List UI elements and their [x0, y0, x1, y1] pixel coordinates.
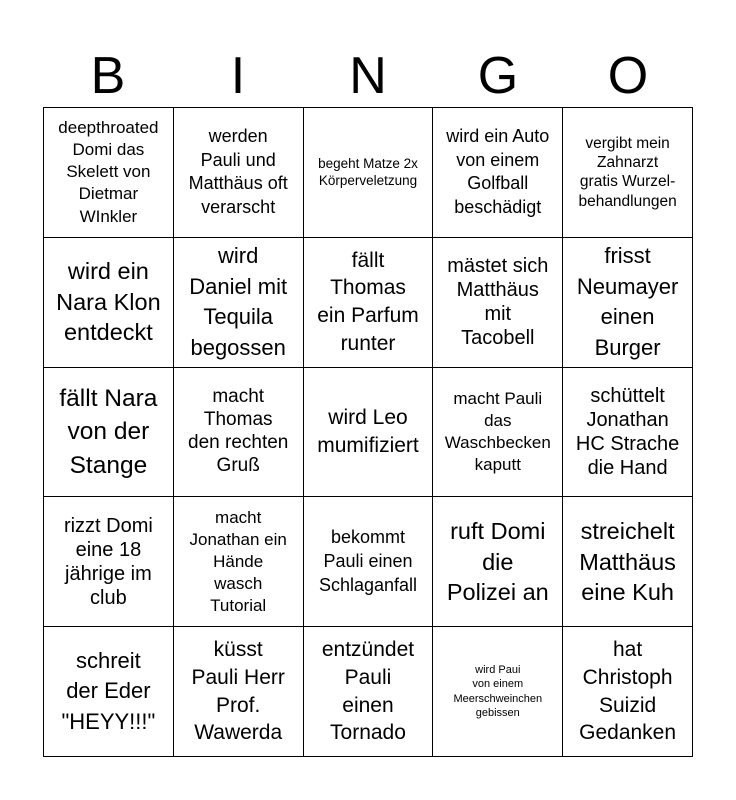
- bingo-cell[interactable]: [174, 108, 304, 238]
- cell-text: hat Christoph Suizid Gedanken: [579, 638, 677, 745]
- cell-text: vergibt mein Zahnarzt gratis Wurzel- behandlungen: [578, 134, 677, 210]
- cell-text: fällt Nara von der Stange: [59, 385, 158, 479]
- cell-text: wird Daniel mit Tequila begossen: [189, 243, 288, 360]
- cell-text: wird Paui von einem Meerschweinchen gebissen: [453, 664, 543, 719]
- bingo-header: [43, 44, 693, 108]
- cell-text: macht Pauli das Waschbecken kaputt: [444, 388, 551, 475]
- bingo-cell[interactable]: [433, 368, 563, 498]
- bingo-cell[interactable]: [44, 497, 174, 627]
- cell-text: schreit der Eder "HEYY!!!": [61, 648, 156, 734]
- bingo-cell[interactable]: [304, 238, 434, 368]
- cell-text: rizzt Domi eine 18 jährige im club: [63, 514, 153, 609]
- cell-text: wird Leo mumifiziert: [317, 406, 419, 457]
- cell-text: werden Pauli und Matthäus oft verarscht: [188, 125, 288, 218]
- bingo-cell[interactable]: [563, 238, 693, 368]
- cell-text: wird ein Auto von einem Golfball beschädigt: [446, 125, 550, 218]
- header-letter-b: B: [90, 47, 126, 105]
- cell-text: begeht Matze 2x Körperveletzung: [318, 155, 418, 189]
- bingo-cell[interactable]: [563, 368, 693, 498]
- bingo-cell[interactable]: [304, 497, 434, 627]
- cell-text: macht Thomas den rechten Gruß: [188, 386, 289, 476]
- bingo-cell[interactable]: [174, 238, 304, 368]
- header-letter-i: I: [230, 47, 246, 105]
- bingo-cell[interactable]: [304, 368, 434, 498]
- bingo-cell[interactable]: [44, 627, 174, 757]
- bingo-cell[interactable]: [44, 108, 174, 238]
- bingo-cell[interactable]: [433, 238, 563, 368]
- header-letter-g: G: [477, 47, 519, 105]
- cell-text: streichelt Matthäus eine Kuh: [579, 517, 676, 606]
- bingo-cell[interactable]: [44, 238, 174, 368]
- cell-text: frisst Neumayer einen Burger: [576, 243, 679, 360]
- cell-text: wird ein Nara Klon entdeckt: [56, 258, 161, 346]
- bingo-cell[interactable]: [563, 497, 693, 627]
- cell-text: küsst Pauli Herr Prof. Wawerda: [191, 638, 285, 745]
- bingo-cell[interactable]: [174, 627, 304, 757]
- bingo-cell[interactable]: [433, 108, 563, 238]
- bingo-cell[interactable]: [433, 627, 563, 757]
- bingo-cell[interactable]: [563, 108, 693, 238]
- cell-text: ruft Domi die Polizei an: [446, 517, 549, 606]
- cell-text: deepthroated Domi das Skelett von Dietmar WInkler: [58, 118, 159, 226]
- bingo-cell[interactable]: [174, 368, 304, 498]
- bingo-cell[interactable]: [44, 368, 174, 498]
- cell-text: bekommt Pauli einen Schlaganfall: [318, 527, 418, 595]
- cell-text: fällt Thomas ein Parfum runter: [317, 248, 419, 355]
- bingo-cell[interactable]: [304, 108, 434, 238]
- bingo-cell[interactable]: [304, 627, 434, 757]
- cell-text: schüttelt Jonathan HC Strache die Hand: [575, 384, 680, 479]
- bingo-cell[interactable]: [563, 627, 693, 757]
- cell-text: mästet sich Matthäus mit Tacobell: [447, 255, 549, 350]
- cell-text: macht Jonathan ein Hände wasch Tutorial: [189, 507, 287, 615]
- bingo-grid: [43, 107, 693, 757]
- header-letter-o: O: [607, 47, 649, 105]
- cell-text: entzündet Pauli einen Tornado: [321, 638, 415, 745]
- header-letter-n: N: [349, 47, 387, 105]
- bingo-cell[interactable]: [174, 497, 304, 627]
- bingo-cell[interactable]: [433, 497, 563, 627]
